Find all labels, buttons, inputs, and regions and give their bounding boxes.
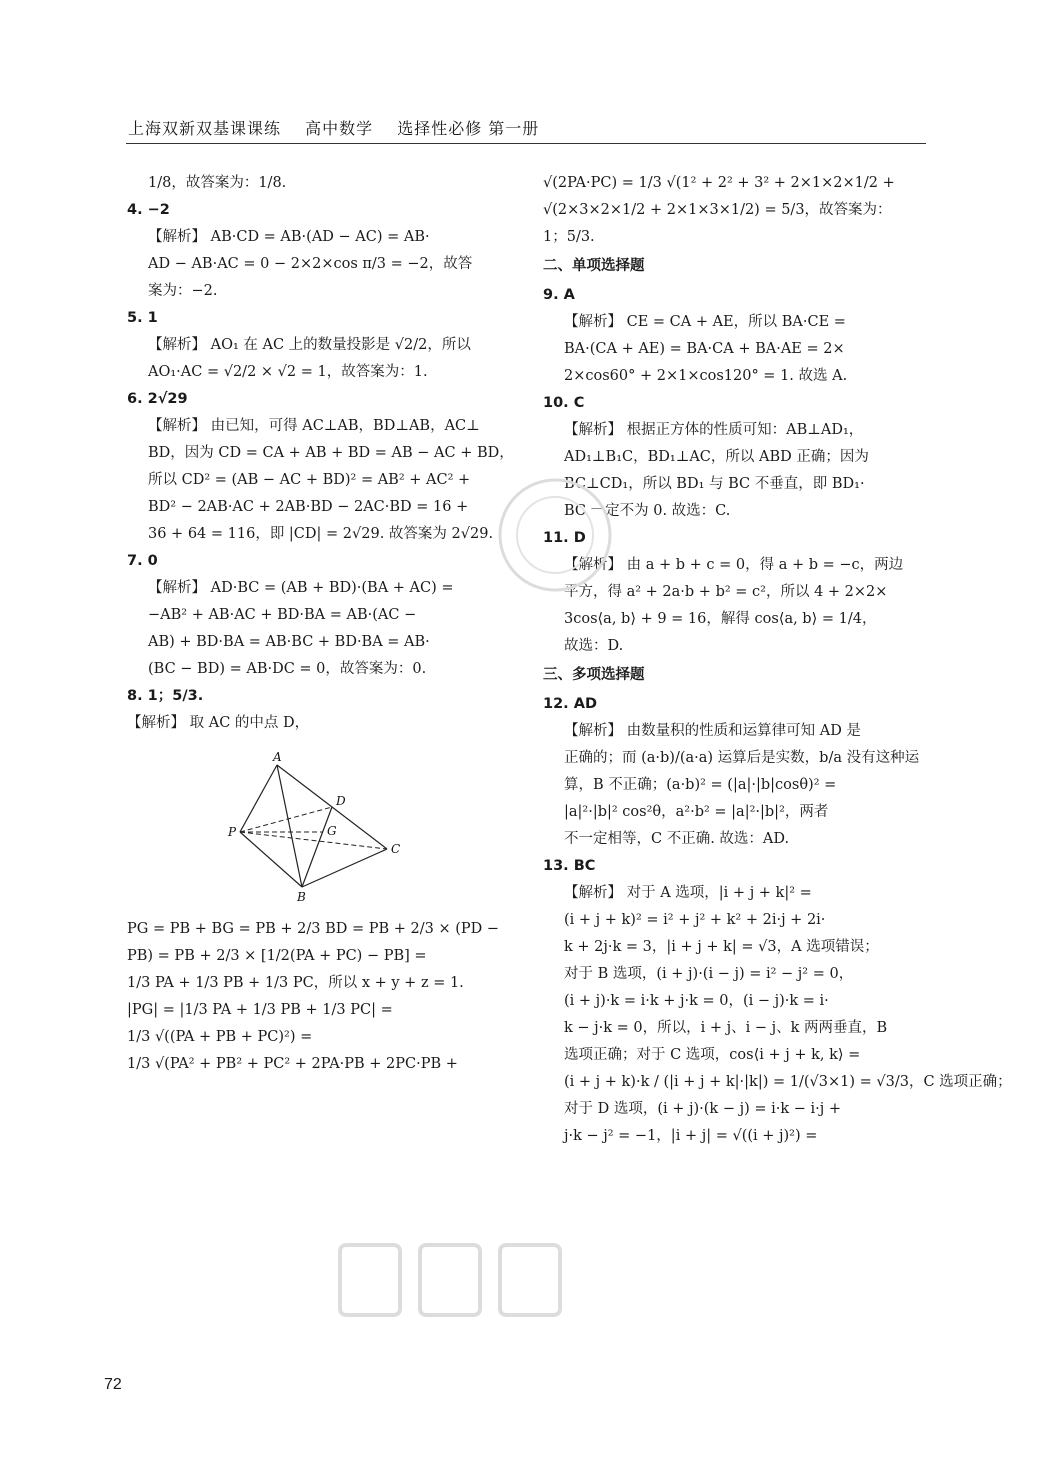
label-c: C	[391, 842, 401, 856]
left-line: AB) + BD·BA = AB·BC + BD·BA = AB·	[148, 634, 430, 650]
edge-pc	[240, 832, 387, 849]
right-line: 9. A	[543, 287, 575, 303]
subject-title: 高中数学	[305, 119, 374, 138]
right-line: 13. BC	[543, 858, 596, 874]
right-line: 算，B 不正确；(a·b)² = (|a|·|b|cosθ)² =	[564, 777, 837, 793]
right-line: 【解析】 CE = CA + AE，所以 BA·CE =	[564, 314, 846, 330]
left-line: 5. 1	[127, 310, 158, 326]
left-line: PG = PB + BG = PB + 2/3 BD = PB + 2/3 × (PD −	[127, 921, 500, 937]
right-line: j·k − j² = −1，|i + j| = √((i + j)²) =	[564, 1128, 818, 1144]
left-line: BD，因为 CD = CA + AB + BD = AB − AC + BD，	[148, 445, 514, 461]
right-line: (i + j + k)² = i² + j² + k² + 2i·j + 2i·	[564, 912, 826, 928]
label-g: G	[327, 824, 337, 838]
right-line: k − j·k = 0，所以，i + j、i − j、k 两两垂直，B	[564, 1020, 888, 1036]
left-line: AD − AB·AC = 0 − 2×2×cos π/3 = −2，故答	[148, 256, 473, 272]
left-line: 1/3 √((PA + PB + PC)²) =	[127, 1029, 313, 1045]
left-line: PB) = PB + 2/3 × [1/2(PA + PC) − PB] =	[127, 948, 427, 964]
left-line: 6. 2√29	[127, 391, 188, 407]
right-line: 平方，得 a² + 2a·b + b² = c²，所以 4 + 2×2×	[564, 584, 888, 600]
watermark-stamp	[490, 470, 620, 600]
left-line: 7. 0	[127, 553, 158, 569]
left-line: BD² − 2AB·AC + 2AB·BD − 2AC·BD = 16 +	[148, 499, 469, 515]
right-line: BC 一定不为 0. 故选：C.	[564, 503, 731, 519]
right-line: 二、单项选择题	[543, 258, 645, 274]
right-line: 不一定相等，C 不正确. 故选：AD.	[564, 831, 790, 847]
right-column	[543, 170, 1012, 1150]
book-title: 上海双新双基课课练	[128, 119, 282, 138]
right-line: 【解析】 由 a + b + c = 0，得 a + b = −c，两边	[564, 557, 904, 573]
left-line: 1/8，故答案为：1/8.	[148, 175, 287, 191]
right-line: (i + j + k)·k / (|i + j + k|·|k|) = 1/(√3×1) = √3/3，C 选项正确；	[564, 1074, 1012, 1090]
left-line: (BC − BD) = AB·DC = 0，故答案为：0.	[148, 661, 427, 677]
label-b: B	[297, 890, 306, 904]
right-line: 10. C	[543, 395, 585, 411]
right-line: 故选：D.	[564, 638, 624, 654]
right-line: 对于 D 选项，(i + j)·(k − j) = i·k − i·j +	[564, 1101, 842, 1117]
right-line: √(2PA·PC) = 1/3 √(1² + 2² + 3² + 2×1×2×1/2 +	[543, 175, 895, 191]
right-line: |a|²·|b|² cos²θ，a²·b² = |a|²·|b|²，两者	[564, 804, 829, 820]
left-line: 1/3 √(PA² + PB² + PC² + 2PA·PB + 2PC·PB +	[127, 1056, 458, 1072]
right-line: 12. AD	[543, 696, 597, 712]
left-column	[127, 170, 514, 1078]
left-line: 所以 CD² = (AB − AC + BD)² = AB² + AC² +	[148, 472, 471, 488]
page-number: 72	[104, 1376, 122, 1393]
right-line: 三、多项选择题	[543, 667, 645, 683]
tetrahedron-figure	[127, 747, 507, 902]
right-line: 【解析】 根据正方体的性质可知：AB⊥AD₁，	[564, 422, 864, 438]
right-line: 正确的；而 (a·b)/(a·a) 运算后是实数，b/a 没有这种运	[564, 750, 920, 766]
right-line: 1；5/3.	[543, 229, 595, 245]
label-a: A	[273, 750, 282, 764]
right-line: AD₁⊥B₁C，BD₁⊥AC，所以 ABD 正确；因为	[564, 449, 869, 465]
right-line: 【解析】 对于 A 选项，|i + j + k|² =	[564, 885, 812, 901]
left-line: 案为：−2.	[148, 283, 218, 299]
left-line: 1/3 PA + 1/3 PB + 1/3 PC，所以 x + y + z = 1.	[127, 975, 464, 991]
left-line: −AB² + AB·AC + BD·BA = AB·(AC −	[148, 607, 417, 623]
running-header	[128, 116, 557, 139]
right-line: 选项正确；对于 C 选项，cos⟨i + j + k, k⟩ =	[564, 1047, 861, 1063]
left-line: 【解析】 由已知，可得 AC⊥AB，BD⊥AB，AC⊥	[148, 418, 480, 434]
label-p: P	[228, 825, 237, 839]
left-line: 【解析】 AD·BC = (AB + BD)·(BA + AC) =	[148, 580, 454, 596]
left-line: 8. 1；5/3.	[127, 688, 204, 704]
right-line: 【解析】 由数量积的性质和运算律可知 AD 是	[564, 723, 861, 739]
label-d: D	[336, 794, 346, 808]
watermark-large	[320, 1225, 580, 1335]
right-line: 对于 B 选项，(i + j)·(i − j) = i² − j² = 0，	[564, 966, 854, 982]
right-line: 3cos⟨a, b⟩ + 9 = 16，解得 cos⟨a, b⟩ = 1/4，	[564, 611, 877, 627]
left-line: 36 + 64 = 116，即 |CD| = 2√29. 故答案为 2√29.	[148, 526, 494, 542]
right-line: (i + j)·k = i·k + j·k = 0，(i − j)·k = i·	[564, 993, 829, 1009]
edge-pa	[240, 765, 277, 832]
left-line: 4. −2	[127, 202, 170, 218]
left-line: 【解析】 取 AC 的中点 D，	[127, 715, 310, 731]
right-line: 2×cos60° + 2×1×cos120° = 1. 故选 A.	[564, 368, 848, 384]
right-line: k + 2j·k = 3，|i + j + k| = √3，A 选项错误；	[564, 939, 879, 955]
header-divider	[126, 143, 926, 144]
right-line: BC⊥CD₁，所以 BD₁ 与 BC 不垂直，即 BD₁·	[564, 476, 865, 492]
left-line: 【解析】 AO₁ 在 AC 上的数量投影是 √2/2，所以	[148, 337, 471, 353]
right-line: 11. D	[543, 530, 586, 546]
right-line: √(2×3×2×1/2 + 2×1×3×1/2) = 5/3，故答案为：	[543, 202, 892, 218]
left-line: 【解析】 AB·CD = AB·(AD − AC) = AB·	[148, 229, 430, 245]
left-line: |PG| = |1/3 PA + 1/3 PB + 1/3 PC| =	[127, 1002, 393, 1018]
volume-title: 选择性必修 第一册	[397, 119, 540, 138]
left-line: AO₁·AC = √2/2 × √2 = 1，故答案为：1.	[148, 364, 428, 380]
right-line: BA·(CA + AE) = BA·CA + BA·AE = 2×	[564, 341, 845, 357]
